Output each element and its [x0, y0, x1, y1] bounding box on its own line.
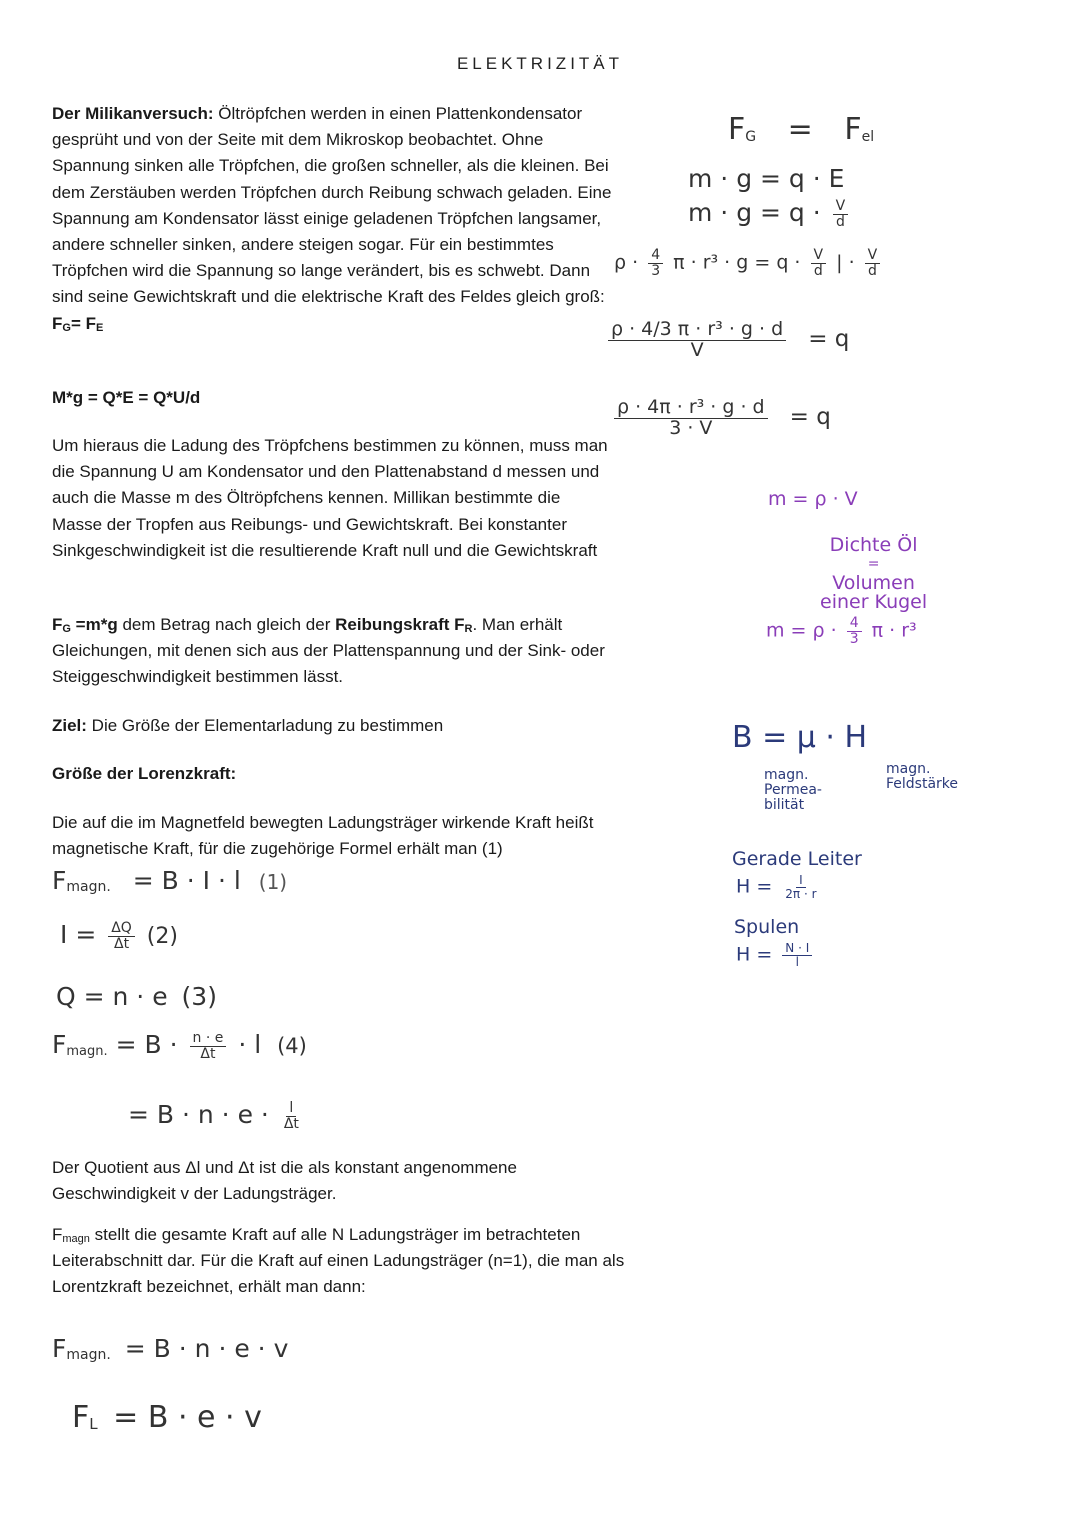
milikan-equation: $F_G= F_E$	[52, 313, 104, 334]
goal-label: Ziel:	[52, 716, 87, 735]
main-formula: M*g = Q*E = Q*U/d	[52, 388, 201, 407]
milikan-paragraph	[52, 101, 612, 337]
paragraph-lorentz: $F_{magn}$ stellt die gesamte Kraft auf alle N Ladungsträger im betrachteten Leiterabschnitt dar. Für die Kraft auf einen Ladungsträger (n=1), die man als Lorentzkraft bezeichnet, erhält man dann:	[52, 1225, 625, 1297]
hw-eq2: I = $\frac{\Delta Q}{\Delta t}$ (2)	[60, 919, 178, 952]
hw-b1: B = μ · H	[732, 720, 868, 755]
hw-r2: m · g = q · E	[688, 164, 845, 193]
hw-r6: $\frac{\text{ρ · 4π · r³ · g · d}}{3 \cdot V}$ = q	[610, 398, 831, 439]
hw-eq6: $F_{magn.} = B \cdot n \cdot e \cdot v$	[52, 1334, 289, 1363]
hw-b3: magn. Feldstärke	[886, 761, 959, 792]
hw-r5: $\frac{\text{ρ · 4/3 π · r³ · g · d}}{V}$ = q	[604, 320, 849, 361]
milikan-text: Öltröpfchen werden in einen Plattenkondensator gesprüht und von der Seite mit dem Mikroskop beobachtet. Ohne Spannung sinken alle Tröpfchen, die großen schneller, als die kleinen. Bei dem Zerstäuben werden Tröpfchen durch Reibung schwach geladen. Eine Spannung am Kondensator lässt einige geladenen Tröpfchen langsamer, andere schneller sinken, andere steigen sogar. Für ein bestimmtes Tröpfchen wird die Spannung so lange verändert, bis es schwebt. Dann sind seine Gewichtskraft und die elektrische Kraft des Feldes gleich groß:	[52, 104, 612, 307]
goal-line	[52, 713, 612, 739]
paragraph-velocity: Der Quotient aus Δl und Δt ist die als konstant angenommene Geschwindigkeit v der Ladungsträger.	[52, 1158, 517, 1204]
hw-r4: ρ · $\frac{4}{3}$ π · r³ · g = q · $\frac{V}{d}$ | · $\frac{V}{d}$	[614, 248, 884, 278]
page-title: ELEKTRIZITÄT	[456, 54, 624, 73]
hw-b2: magn. Permea- bilität	[764, 767, 822, 813]
hw-g1: Gerade Leiter	[732, 848, 862, 870]
paragraph-friction: $F_G =m*g$ dem Betrag nach gleich der Reibungskraft $F_R$. Man erhält Gleichungen, mit denen sich aus der Plattenspannung und der Sink- oder Steiggeschwindigkeit bestimmen lässt.	[52, 615, 605, 687]
hw-g3: Spulen	[734, 916, 800, 938]
paragraph-magnetic-force: Die auf die im Magnetfeld bewegten Ladungsträger wirkende Kraft heißt magnetische Kraft, für die zugehörige Formel erhält man (1)	[52, 813, 594, 859]
paragraph-mass: Um hieraus die Ladung des Tröpfchens bestimmen zu können, muss man die Spannung U am Kondensator und den Plattenabstand d messen und auch die Masse m des Öltröpfchens kennen. Millikan bestimmte die Masse der Tropfen aus Reibungs- und Gewichtskraft. Bei konstanter Sinkgeschwindigkeit ist die resultierende Kraft null und die Gewichtskraft	[52, 436, 608, 560]
hw-r3: m · g = q · $\frac{V}{d}$	[688, 198, 852, 229]
hw-r9: m = ρ · $\frac{4}{3}$ π · r³	[766, 615, 917, 647]
hw-eq4: $F_{magn.} = B$ · $\frac{n \cdot e}{\Delta t}$ · l (4)	[52, 1029, 307, 1062]
lorentz-heading: Größe der Lorenzkraft:	[52, 764, 237, 783]
hw-eq5: = B · n · e · $\frac{l}{\Delta t}$	[128, 1099, 299, 1132]
hw-g2: H = $\frac{I}{2\pi \cdot r}$	[736, 873, 817, 901]
hw-eq3: Q = n · e (3)	[56, 982, 217, 1011]
hw-eq1: $F_{magn.} = B \cdot I \cdot l$ (1)	[52, 866, 288, 895]
hw-eq7: $F_L = B \cdot e \cdot v$	[72, 1400, 262, 1435]
goal-text: Die Größe der Elementarladung zu bestimmen	[86, 716, 444, 735]
hw-r7: m = ρ · V	[768, 488, 858, 510]
hw-g4: H = $\frac{N \cdot I}{l}$	[736, 942, 816, 968]
milikan-heading: Der Milikanversuch:	[52, 104, 214, 123]
hw-r1: $F_G = F_{el}$	[728, 112, 875, 147]
hw-r8: Dichte Öl = Volumen einer Kugel	[820, 534, 928, 613]
